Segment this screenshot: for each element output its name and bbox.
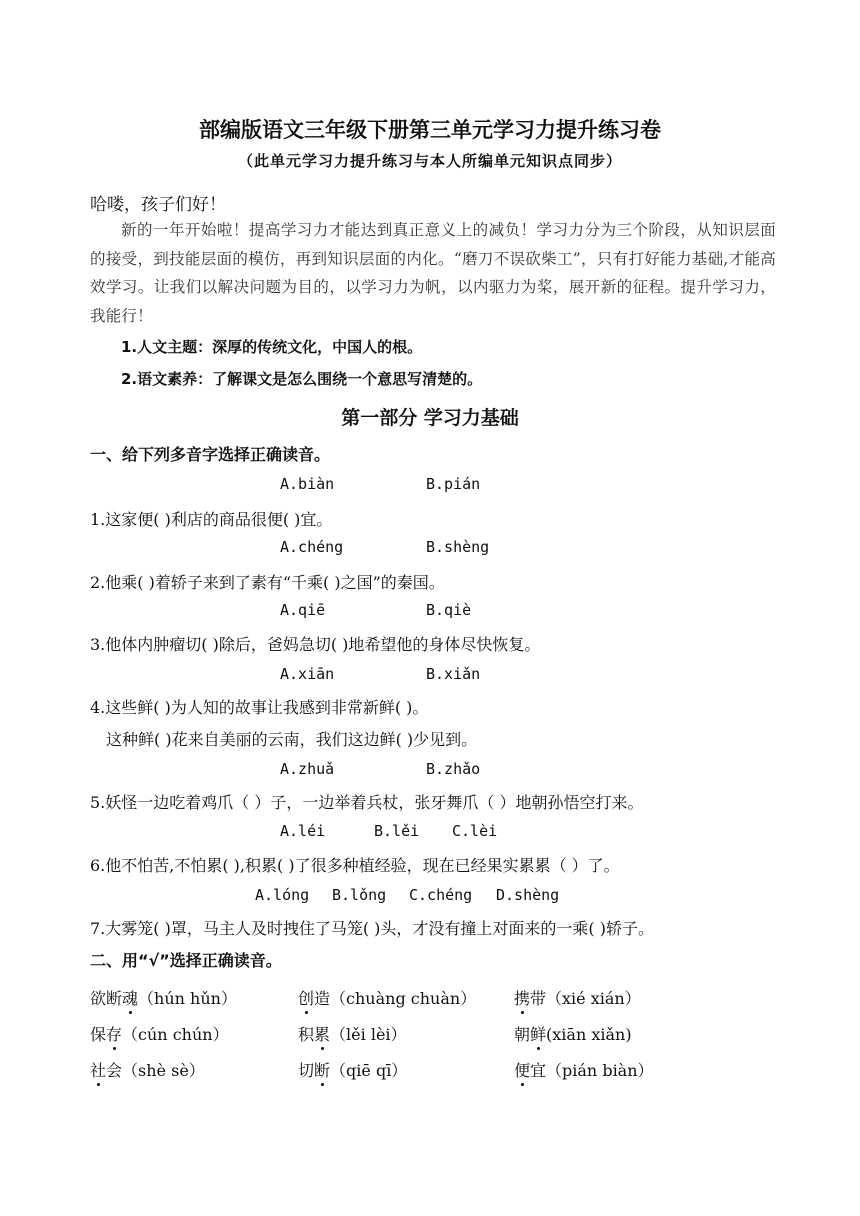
intro-paragraph: 新的一年开始啦！提高学习力才能达到真正意义上的减负！学习力分为三个阶段，从知识层面的接受，到技能层面的模仿，再到知识层面的内化。“磨刀不误砍柴工”，只有打好能力基础,才能高效学习。让我们以解决问题为目的，以学习力为帆，以内驱力为桨，展开新的征程。提升学习力，我能行！: [90, 221, 776, 325]
question-line: 1.这家便( )利店的商品很便( )宜。: [90, 510, 333, 529]
pinyin-options: (xiān xiǎn): [546, 1025, 632, 1044]
option-c: C.chéng: [409, 886, 473, 904]
option-a: A.zhuǎ: [280, 760, 335, 778]
word-prefix: 欲断: [90, 989, 123, 1008]
question-line: 5.妖怪一边吃着鸡爪（ ）子，一边举着兵杖，张牙舞爪（ ）地朝孙悟空打来。: [90, 793, 644, 812]
pinyin-options: （chuàng chuàn）: [330, 989, 477, 1008]
section-heading: 二、用“√”选择正确读音。: [90, 951, 282, 970]
pinyin-options: （cún chún）: [122, 1025, 229, 1044]
option-a: A.qiē: [280, 601, 326, 619]
word-prefix: 积: [298, 1025, 315, 1044]
option-b: B.lǒng: [332, 886, 387, 904]
pinyin-choice-item: [298, 1058, 407, 1081]
pinyin-choice-item: [90, 986, 237, 1009]
option-b: B.lěi: [374, 822, 420, 840]
literacy-point: 2.语文素养：了解课文是怎么围绕一个意思写清楚的。: [121, 370, 483, 388]
target-character: 魂: [122, 986, 138, 1009]
word-prefix: 保: [90, 1025, 107, 1044]
pinyin-options: （hún hǔn）: [138, 989, 237, 1008]
page-title: 部编版语文三年级下册第三单元学习力提升练习卷: [199, 118, 661, 142]
option-a: A.lóng: [255, 886, 310, 904]
pinyin-choice-item: [298, 986, 476, 1009]
pinyin-choice-item: [90, 1022, 229, 1045]
option-d: D.shèng: [496, 886, 560, 904]
option-b: B.xiǎn: [426, 665, 481, 683]
option-b: B.shèng: [426, 538, 490, 556]
question-line: 3.他体内肿瘤切( )除后，爸妈急切( )地希望他的身体尽快恢复。: [90, 635, 541, 654]
word-suffix: 造: [314, 989, 331, 1008]
word-prefix: 切: [298, 1061, 315, 1080]
pinyin-options: （pián biàn）: [546, 1061, 654, 1080]
question-line: 这种鲜( )花来自美丽的云南，我们这边鲜( )少见到。: [106, 730, 478, 749]
target-character: 携: [514, 986, 530, 1009]
question-line: 4.这些鲜( )为人知的故事让我感到非常新鲜( )。: [90, 698, 429, 717]
option-b: B.zhǎo: [426, 760, 481, 778]
option-b: B.pián: [426, 475, 481, 493]
target-character: 断: [314, 1058, 330, 1081]
target-character: 累: [314, 1022, 330, 1045]
pinyin-options: （xié xián）: [546, 989, 641, 1008]
pinyin-choice-item: [90, 1058, 205, 1081]
word-prefix: 朝: [514, 1025, 531, 1044]
page-subtitle: （此单元学习力提升练习与本人所编单元知识点同步）: [237, 152, 622, 170]
target-character: 创: [298, 986, 314, 1009]
question-line: 6.他不怕苦,不怕累( ),积累( )了很多种植经验，现在已经果实累累（ ）了。: [90, 856, 620, 875]
pinyin-options: （qiē qī）: [330, 1061, 408, 1080]
part-title: 第一部分 学习力基础: [341, 407, 519, 429]
target-character: 存: [106, 1022, 122, 1045]
pinyin-options: （lěi lèi）: [330, 1025, 407, 1044]
option-a: A.léi: [280, 822, 326, 840]
option-c: C.lèi: [452, 822, 498, 840]
word-suffix: 会: [106, 1061, 123, 1080]
word-suffix: 带: [530, 989, 547, 1008]
target-character: 鲜: [530, 1022, 546, 1045]
pinyin-choice-item: [514, 1022, 632, 1045]
pinyin-choice-item: [514, 986, 641, 1009]
option-a: A.biàn: [280, 475, 335, 493]
option-b: B.qiè: [426, 601, 472, 619]
question-line: 7.大雾笼( )罩，马主人及时拽住了马笼( )头，才没有撞上对面来的一乘( )轿子。: [90, 919, 654, 938]
target-character: 便: [514, 1058, 530, 1081]
option-a: A.chéng: [280, 538, 344, 556]
section-heading: 一、给下列多音字选择正确读音。: [90, 445, 331, 464]
option-a: A.xiān: [280, 665, 335, 683]
question-line: 2.他乘( )着轿子来到了素有“千乘( )之国”的秦国。: [90, 573, 445, 592]
greeting: 哈喽，孩子们好！: [90, 195, 226, 215]
theme-point: 1.人文主题：深厚的传统文化，中国人的根。: [121, 338, 423, 356]
pinyin-options: （shè sè）: [122, 1061, 205, 1080]
word-suffix: 宜: [530, 1061, 547, 1080]
pinyin-choice-item: [514, 1058, 654, 1081]
pinyin-choice-item: [298, 1022, 407, 1045]
target-character: 社: [90, 1058, 106, 1081]
